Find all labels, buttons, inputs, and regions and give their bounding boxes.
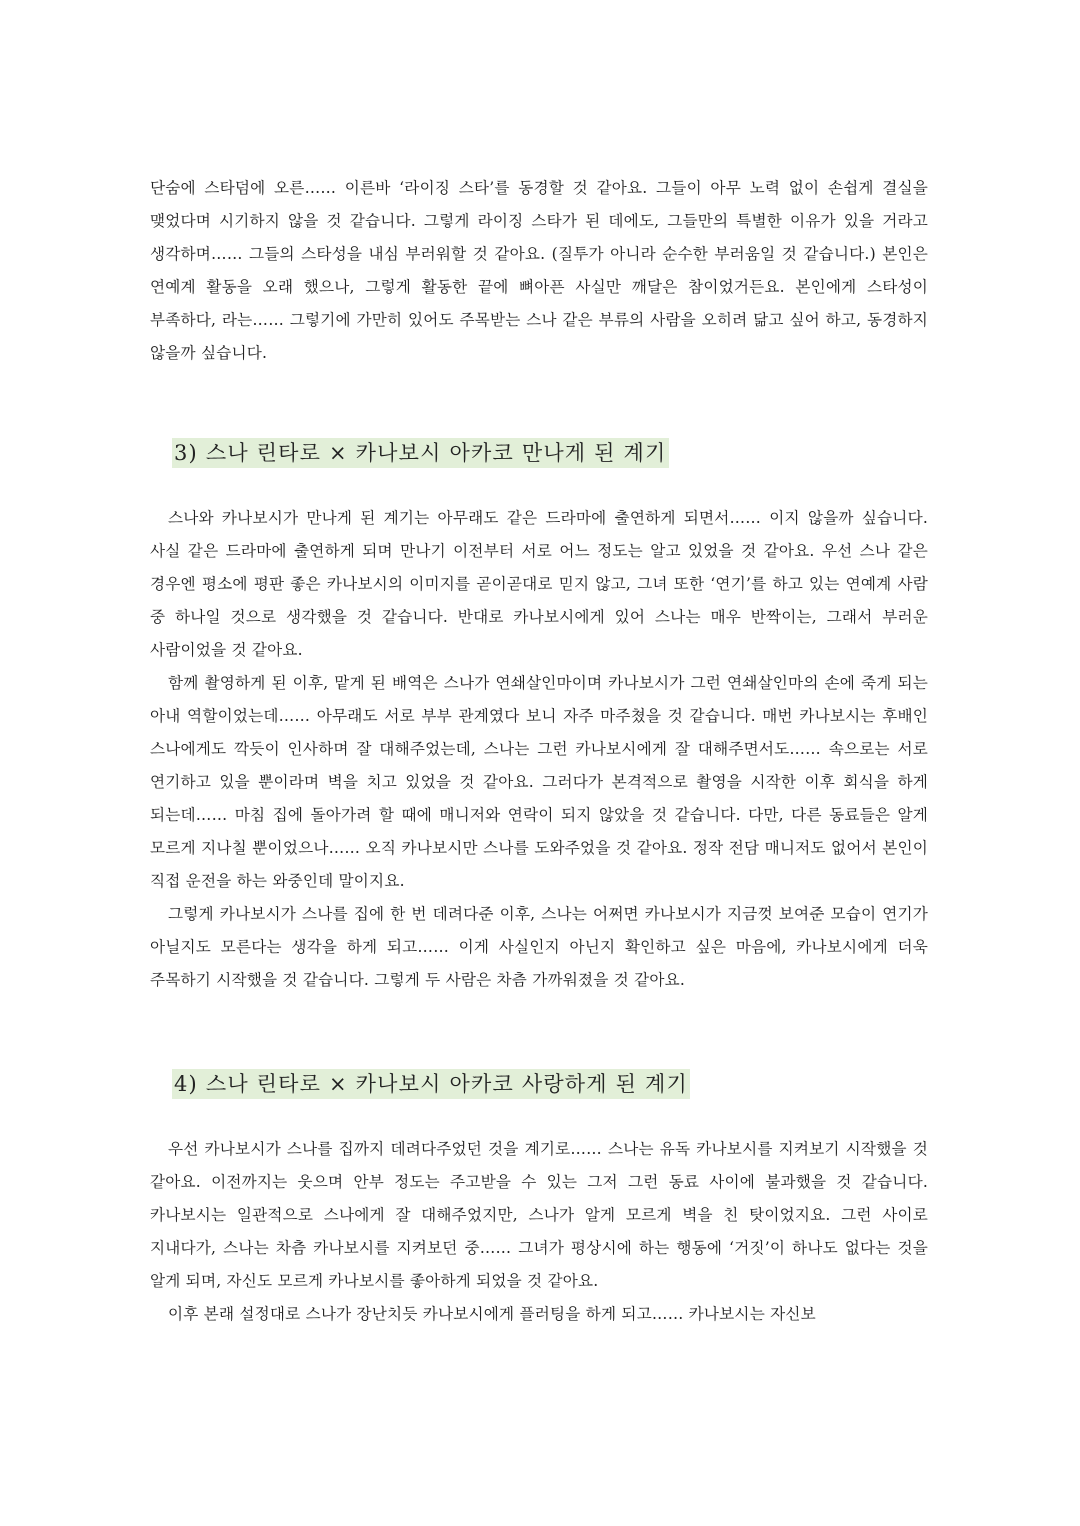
paragraph: 그렇게 카나보시가 스나를 집에 한 번 데려다준 이후, 스나는 어쩌면 카나보시가 지금껏 보여준 모습이 연기가 아닐지도 모른다는 생각을 하게 되고…… 이게 사실인지 아닌지 확인하고 싶은 마음에, 카나보시에게 더욱 주목하기 시작했을 것 같습니다. 그렇게 두 사람은 차츰 가까워졌을 것 같아요. — [150, 905, 928, 989]
section-heading-4: 4) 스나 린타로 × 카나보시 아카코 사랑하게 된 계기 — [172, 1069, 690, 1099]
paragraph: 단숨에 스타덤에 오른…… 이른바 ‘라이징 스타’를 동경할 것 같아요. 그들이 아무 노력 없이 손쉽게 결실을 맺었다며 시기하지 않을 것 같습니다. 그렇게 라이징 스타가 된 데에도, 그들만의 특별한 이유가 있을 거라고 생각하며…… 그들의 스타성을 내심 부러워할 것 같아요. (질투가 아니라 순수한 부러움일 것 같습니다.) 본인은 연예계 활동을 오래 했으나, 그렇게 활동한 끝에 뼈아픈 사실만 깨달은 참이었거든요. 본인에게 스타성이 부족하다, 라는…… 그렇기에 가만히 있어도 주목받는 스나 같은 부류의 사람을 오히려 닮고 싶어 하고, 동경하지 않을까 싶습니다. — [150, 179, 928, 362]
paragraph: 우선 카나보시가 스나를 집까지 데려다주었던 것을 계기로…… 스나는 유독 카나보시를 지켜보기 시작했을 것 같아요. 이전까지는 웃으며 안부 정도는 주고받을 수 있는 그저 그런 동료 사이에 불과했을 것 같습니다. 카나보시는 일관적으로 스나에게 잘 대해주었지만, 스나가 알게 모르게 벽을 친 탓이었지요. 그런 사이로 지내다가, 스나는 차츰 카나보시를 지켜보던 중…… 그녀가 평상시에 하는 행동에 ‘거짓’이 하나도 없다는 것을 알게 되며, 자신도 모르게 카나보시를 좋아하게 되었을 것 같아요. — [150, 1140, 928, 1290]
paragraph: 함께 촬영하게 된 이후, 맡게 된 배역은 스나가 연쇄살인마이며 카나보시가 그런 연쇄살인마의 손에 죽게 되는 아내 역할이었는데…… 아무래도 서로 부부 관계였다 보니 자주 마주쳤을 것 같습니다. 매번 카나보시는 후배인 스나에게도 깍듯이 인사하며 잘 대해주었는데, 스나는 그런 카나보시에게 잘 대해주면서도…… 속으로는 서로 연기하고 있을 뿐이라며 벽을 치고 있었을 것 같아요. 그러다가 본격적으로 촬영을 시작한 이후 회식을 하게 되는데…… 마침 집에 돌아가려 할 때에 매니저와 연락이 되지 않았을 것 같습니다. 다만, 다른 동료들은 알게 모르게 지나칠 뿐이었으나…… 오직 카나보시만 스나를 도와주었을 것 같아요. 정작 전담 매니저도 없어서 본인이 직접 운전을 하는 와중인데 말이지요. — [150, 674, 928, 890]
section-heading — [150, 438, 928, 468]
section-heading-3: 3) 스나 린타로 × 카나보시 아카코 만나게 된 계기 — [172, 438, 669, 468]
paragraph: 이후 본래 설정대로 스나가 장난치듯 카나보시에게 플러팅을 하게 되고…… 카나보시는 자신보 — [168, 1305, 816, 1323]
document-page — [150, 172, 928, 1331]
section-heading — [150, 1069, 928, 1099]
paragraph: 스나와 카나보시가 만나게 된 계기는 아무래도 같은 드라마에 출연하게 되면서…… 이지 않을까 싶습니다. 사실 같은 드라마에 출연하게 되며 만나기 이전부터 서로 어느 정도는 알고 있었을 것 같아요. 우선 스나 같은 경우엔 평소에 평판 좋은 카나보시의 이미지를 곧이곧대로 믿지 않고, 그녀 또한 ‘연기’를 하고 있는 연예계 사람 중 하나일 것으로 생각했을 것 같습니다. 반대로 카나보시에게 있어 스나는 매우 반짝이는, 그래서 부러운 사람이었을 것 같아요. — [150, 509, 928, 659]
